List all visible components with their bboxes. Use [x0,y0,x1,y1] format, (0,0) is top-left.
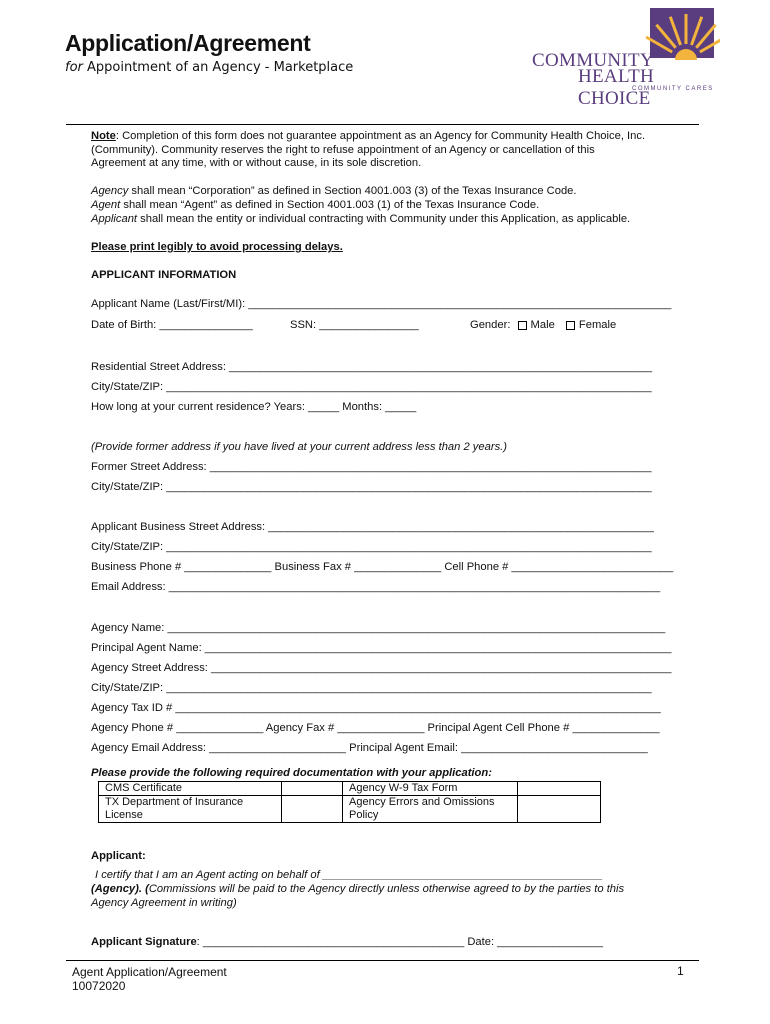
certification-heading: Applicant: [91,850,146,862]
doc-cms-certificate-check[interactable] [282,782,343,796]
applicant-info-heading: APPLICANT INFORMATION [91,269,237,281]
certification-line-2 [91,883,624,897]
female-checkbox[interactable] [566,321,575,330]
logo-text-community: COMMUNITY [532,50,654,71]
date-of-birth-field[interactable]: Date of Birth: _______________ [91,319,253,331]
residential-street-field[interactable]: Residential Street Address: ____________________________________________________________________ [91,361,653,373]
subtitle-rest: Appointment of an Agency - Marketplace [82,60,354,75]
header-divider [66,124,699,125]
agency-emails-field[interactable]: Agency Email Address: ______________________ Principal Agent Email: ______________________________ [91,742,648,754]
doc-w9-form-check[interactable] [518,782,601,796]
former-street-field[interactable]: Former Street Address: _______________________________________________________________________ [91,461,652,473]
term-agent: Agent [91,199,121,211]
definition-agency [91,185,577,199]
def-applicant: shall mean the entity or individual contracting with Community under this Application, as applicable. [137,213,631,225]
business-phones-field[interactable]: Business Phone # ______________ Business Fax # ______________ Cell Phone # __________________________ [91,561,674,573]
note-line-2: (Community). Community reserves the right to refuse appointment of an Agency or cancellation of this [91,144,595,156]
gender-label: Gender: [470,319,511,331]
term-agency: Agency [91,185,129,197]
def-agent: shall mean “Agent” as defined in Section 4001.003 (1) of the Texas Insurance Code. [120,199,540,211]
certification-line-2-text: Commissions will be paid to the Agency directly unless otherwise agreed to by the parties to this [148,883,625,895]
footer-doc-name: Agent Application/Agreement [72,965,227,979]
note-line-1 [91,130,645,144]
male-checkbox[interactable] [518,321,527,330]
note-text-1: : Completion of this form does not guarantee appointment as an Agency for Community Health Choice, Inc. [115,130,646,142]
female-label: Female [578,319,617,331]
note-label: Note [91,130,116,142]
certification-line-3: Agency Agreement in writing) [91,897,237,909]
documentation-table [98,781,601,823]
footer-document-info [72,965,227,993]
signature-label: Applicant Signature [91,936,197,948]
certification-agency-bold: (Agency). ( [91,883,149,895]
community-health-choice-logo [530,6,720,109]
principal-agent-name-field[interactable]: Principal Agent Name: ___________________________________________________________________________ [91,642,672,654]
agency-tax-id-field[interactable]: Agency Tax ID # ______________________________________________________________________________ [91,702,661,714]
print-notice: Please print legibly to avoid processing delays. [91,241,343,253]
male-label: Male [530,319,555,331]
definition-agent [91,199,539,213]
ssn-field[interactable]: SSN: ________________ [290,319,419,331]
signature-field[interactable] [91,936,603,950]
logo-tagline: COMMUNITY CARES [632,86,714,92]
page-title: Application/Agreement [65,30,311,56]
doc-eo-policy-check[interactable] [518,796,601,823]
business-street-field[interactable]: Applicant Business Street Address: ______________________________________________________________ [91,521,654,533]
doc-tdi-license-check[interactable] [282,796,343,823]
agency-phones-field[interactable]: Agency Phone # ______________ Agency Fax # ______________ Principal Agent Cell Phone # ______________ [91,722,660,734]
logo-text-health-choice: HEALTH CHOICE [578,66,655,109]
documentation-heading: Please provide the following required documentation with your application: [91,767,492,779]
doc-tdi-license: TX Department of Insurance License [99,796,282,823]
former-address-note: (Provide former address if you have lived at your current address less than 2 years.) [91,441,507,453]
doc-w9-form: Agency W-9 Tax Form [343,782,518,796]
def-agency: shall mean “Corporation” as defined in Section 4001.003 (3) of the Texas Insurance Code. [128,185,577,197]
footer-doc-code: 10072020 [72,979,126,993]
residence-duration-field[interactable]: How long at your current residence? Years: _____ Months: _____ [91,401,417,413]
doc-cms-certificate: CMS Certificate [99,782,282,796]
residential-city-field[interactable]: City/State/ZIP: ______________________________________________________________________________ [91,381,652,393]
applicant-name-field[interactable]: Applicant Name (Last/First/MI): ____________________________________________________________________ [91,298,672,310]
former-city-field[interactable]: City/State/ZIP: ______________________________________________________________________________ [91,481,652,493]
term-applicant: Applicant [91,213,138,225]
agency-street-field[interactable]: Agency Street Address: __________________________________________________________________________ [91,662,672,674]
doc-eo-policy: Agency Errors and Omissions Policy [343,796,518,823]
agency-name-field[interactable]: Agency Name: ________________________________________________________________________________ [91,622,666,634]
definition-applicant [91,213,630,227]
agency-city-field[interactable]: City/State/ZIP: ______________________________________________________________________________ [91,682,652,694]
signature-line: : __________________________________________ Date: _________________ [196,936,603,948]
page-number: 1 [677,964,684,978]
page-subtitle [65,60,353,75]
subtitle-prefix: for [65,60,83,75]
business-city-field[interactable]: City/State/ZIP: ______________________________________________________________________________ [91,541,652,553]
email-address-field[interactable]: Email Address: _______________________________________________________________________________ [91,581,661,593]
footer-divider [66,960,699,961]
note-line-3: Agreement at any time, with or without cause, in its sole discretion. [91,157,422,169]
certification-line-1[interactable]: I certify that I am an Agent acting on behalf of _____________________________________________ [95,869,603,881]
gender-field [470,319,616,333]
